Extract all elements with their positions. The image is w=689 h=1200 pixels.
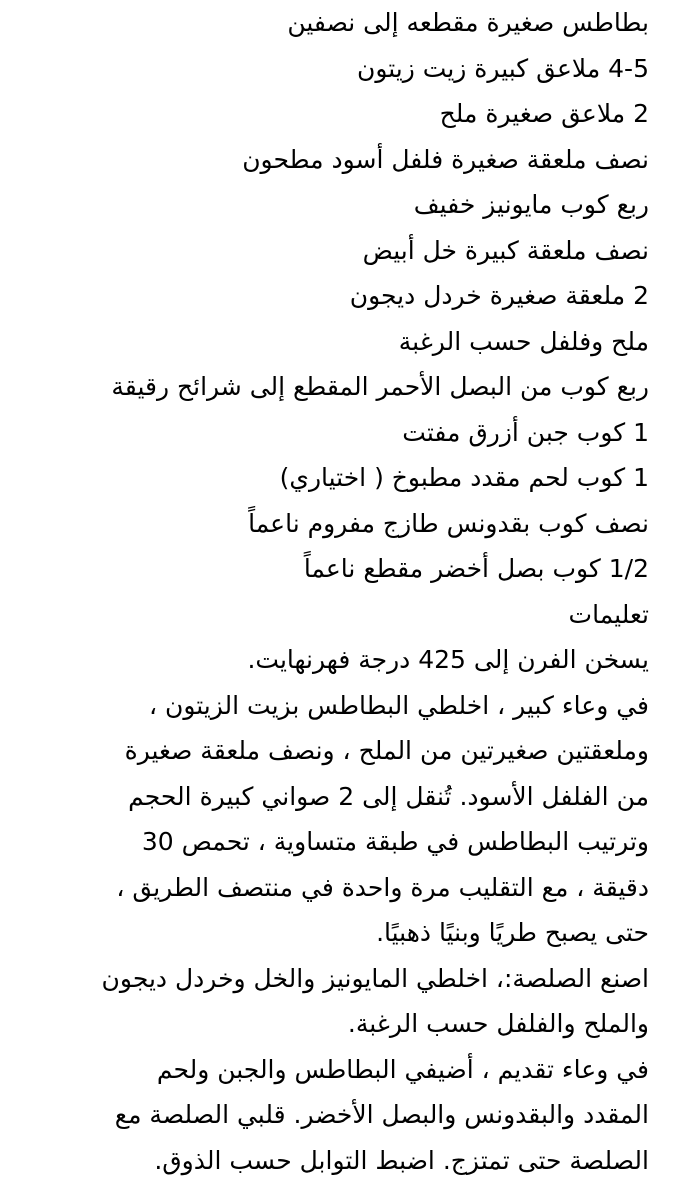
- instruction-line: وترتيب البطاطس في طبقة متساوية ، تحمص 30: [141, 827, 649, 856]
- instruction-line: حتى يصبح طريًا وبنيًا ذهبيًا.: [376, 918, 649, 947]
- ingredient-line: ملح وفلفل حسب الرغبة: [398, 326, 649, 356]
- ingredient-line: ربع كوب مايونيز خفيف: [413, 190, 649, 219]
- ingredient-line: 2 ملعقة صغيرة خردل ديجون: [349, 281, 649, 310]
- instruction-line: الصلصة حتى تمتزج. اضبط التوابل حسب الذوق.: [154, 1145, 649, 1175]
- instruction-step-4: [12, 1047, 649, 1184]
- ingredient-line: 1/2 كوب بصل أخضر مقطع ناعماً: [303, 554, 649, 583]
- instructions-heading: تعليمات: [568, 599, 649, 629]
- ingredient-line: 2 ملاعق صغيرة ملح: [439, 99, 649, 128]
- instruction-line: من الفلفل الأسود. تُنقل إلى 2 صواني كبيرة الحجم: [128, 781, 649, 811]
- instruction-line: اصنع الصلصة:، اخلطي المايونيز والخل وخردل ديجون: [101, 963, 649, 993]
- instruction-line: يسخن الفرن إلى 425 درجة فهرنهايت.: [247, 645, 649, 674]
- instruction-step-3: [12, 956, 649, 1047]
- instruction-line: المقدد والبقدونس والبصل الأخضر. قلبي الصلصة مع: [114, 1100, 649, 1129]
- ingredient-line: 1 كوب لحم مقدد مطبوخ ( اختياري): [279, 463, 649, 492]
- ingredient-line: نصف ملعقة صغيرة فلفل أسود مطحون: [242, 144, 649, 174]
- instruction-line: والملح والفلفل حسب الرغبة.: [347, 1009, 649, 1038]
- instruction-line: دقيقة ، مع التقليب مرة واحدة في منتصف الطريق ،: [116, 872, 649, 902]
- instruction-step-2: [12, 683, 649, 956]
- instruction-line: في وعاء كبير ، اخلطي البطاطس بزيت الزيتون ،: [148, 690, 649, 720]
- ingredient-line: نصف ملعقة كبيرة خل أبيض: [362, 235, 649, 265]
- ingredients-list: [12, 0, 649, 592]
- instruction-line: في وعاء تقديم ، أضيفي البطاطس والجبن ولحم: [156, 1054, 649, 1084]
- ingredient-line: 4-5 ملاعق كبيرة زيت زيتون: [356, 53, 649, 83]
- ingredient-line: بطاطس صغيرة مقطعه إلى نصفين: [287, 8, 649, 37]
- instruction-step-1: [12, 637, 649, 683]
- ingredient-line: ربع كوب من البصل الأحمر المقطع إلى شرائح رقيقة: [111, 372, 649, 401]
- instruction-line: وملعقتين صغيرتين من الملح ، ونصف ملعقة صغيرة: [124, 736, 649, 765]
- instructions-body: [12, 637, 649, 1183]
- ingredient-line: نصف كوب بقدونس طازج مفروم ناعماً: [248, 508, 649, 538]
- ingredient-line: 1 كوب جبن أزرق مفتت: [402, 417, 649, 447]
